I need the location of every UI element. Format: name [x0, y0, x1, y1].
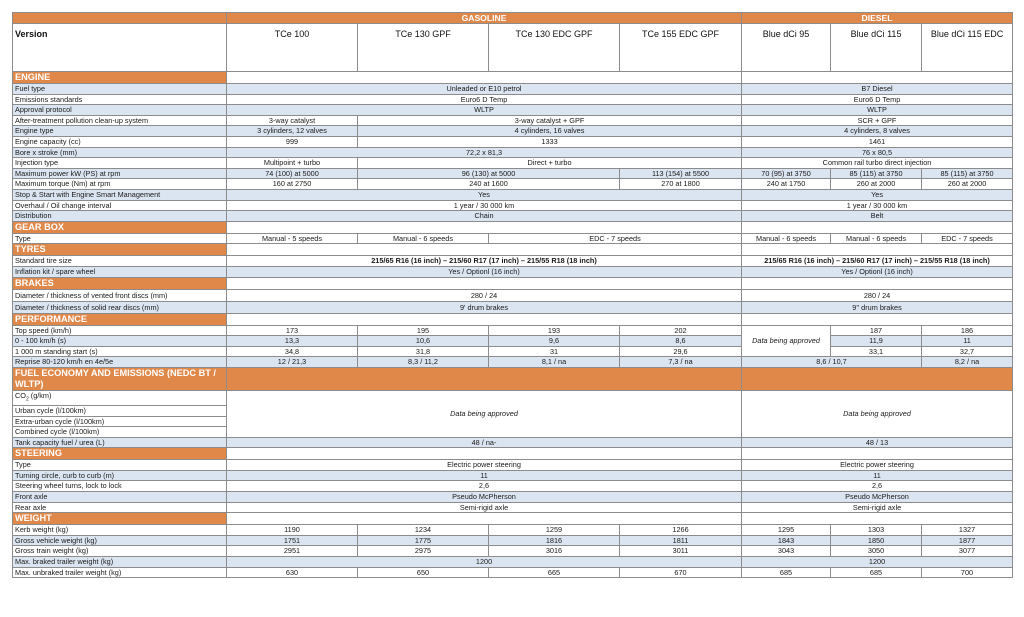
row-label: Fuel type [13, 84, 227, 95]
diesel-approving-note: Data being approved [742, 390, 1013, 437]
tce100-value: Multipoint + turbo [227, 158, 358, 169]
dci95-value: 240 at 1750 [742, 179, 831, 190]
diesel-value: WLTP [742, 105, 1013, 116]
dci95-approving-note: Data being approved [742, 325, 831, 357]
diesel-header: DIESEL [742, 13, 1013, 24]
gasoline-value: 11 [227, 470, 742, 481]
tce155-value: 1811 [620, 535, 742, 546]
row-label: Front axle [13, 492, 227, 503]
section-title: FUEL ECONOMY AND EMISSIONS (NEDC BT / WLTP) [13, 367, 227, 390]
table-row [13, 546, 1013, 557]
gasoline-value: Electric power steering [227, 460, 742, 471]
section-title: GEAR BOX [13, 221, 227, 233]
model-dci115-edc: Blue dCi 115 EDC [922, 24, 1013, 72]
tce130edc-value: 8,1 / na [489, 357, 620, 368]
gasoline-value: 9' drum brakes [227, 301, 742, 313]
dci115edc-value: 11 [922, 336, 1013, 347]
row-label: Injection type [13, 158, 227, 169]
section-title: TYRES [13, 244, 227, 256]
dci115edc-value: 3077 [922, 546, 1013, 557]
dci115-value: 11,9 [831, 336, 922, 347]
tce130-value: 2975 [358, 546, 489, 557]
row-label: After-treatment pollution clean-up system [13, 115, 227, 126]
dci115edc-value: EDC - 7 speeds [922, 233, 1013, 244]
tce155-value: 202 [620, 325, 742, 336]
diesel-value: Electric power steering [742, 460, 1013, 471]
table-row [13, 136, 1013, 147]
dci95-value: 1843 [742, 535, 831, 546]
table-row [13, 233, 1013, 244]
table-row [13, 567, 1013, 578]
tce130-value: 31,8 [358, 346, 489, 357]
section-brakes [13, 277, 1013, 289]
diesel-value: 1461 [742, 136, 1013, 147]
tce100-value: Manual - 5 speeds [227, 233, 358, 244]
table-row [13, 535, 1013, 546]
table-row [13, 105, 1013, 116]
co2-label-sub: 2 [25, 396, 29, 403]
blank-cell [227, 313, 742, 325]
dci115-value: 685 [831, 567, 922, 578]
row-label: Extra-urban cycle (l/100km) [13, 416, 227, 427]
tce100-value: 3 cylinders, 12 valves [227, 126, 358, 137]
diesel-value: 76 x 80,5 [742, 147, 1013, 158]
gasoline-value: 1 year / 30 000 km [227, 200, 742, 211]
table-row [13, 525, 1013, 536]
tce130edc-value: 9,6 [489, 336, 620, 347]
fuel-group-header-row [13, 13, 1013, 24]
tce130edc-value: 31 [489, 346, 620, 357]
table-row [13, 289, 1013, 301]
diesel-value: Yes [742, 189, 1013, 200]
gasoline-value: WLTP [227, 105, 742, 116]
row-label: Kerb weight (kg) [13, 525, 227, 536]
gasoline-approving-note: Data being approved [227, 390, 742, 437]
dci115-value: 3050 [831, 546, 922, 557]
dci115-value: Manual - 6 speeds [831, 233, 922, 244]
gasoline-value: Chain [227, 211, 742, 222]
section-performance [13, 313, 1013, 325]
table-row [13, 94, 1013, 105]
section-steering [13, 448, 1013, 460]
tce155-value: 270 at 1800 [620, 179, 742, 190]
tce155-value: 1266 [620, 525, 742, 536]
row-label: Overhaul / Oil change interval [13, 200, 227, 211]
table-row [13, 256, 1013, 267]
section-tyres [13, 244, 1013, 256]
dci115-value: 33,1 [831, 346, 922, 357]
row-label: Stop & Start with Engine Smart Management [13, 189, 227, 200]
tce100-value: 34,8 [227, 346, 358, 357]
row-label: Combined cycle (l/100km) [13, 427, 227, 438]
table-row [13, 336, 1013, 347]
section-title: STEERING [13, 448, 227, 460]
blank-cell [227, 513, 742, 525]
row-label: Maximum power kW (PS) at rpm [13, 168, 227, 179]
blank-cell [227, 448, 742, 460]
row-label: Max. braked trailer weight (kg) [13, 557, 227, 568]
row-label: Type [13, 460, 227, 471]
table-row [13, 470, 1013, 481]
dci115edc-value: 85 (115) at 3750 [922, 168, 1013, 179]
tce155-value: 670 [620, 567, 742, 578]
table-row [13, 301, 1013, 313]
blank-cell [227, 244, 742, 256]
tce155-value: 3011 [620, 546, 742, 557]
row-label-co2 [13, 390, 227, 405]
tce155-value: 8,6 [620, 336, 742, 347]
tce100-value: 630 [227, 567, 358, 578]
model-tce100: TCe 100 [227, 24, 358, 72]
tce130-value: 650 [358, 567, 489, 578]
gasoline-value: Unleaded or E10 petrol [227, 84, 742, 95]
tce100-value: 13,3 [227, 336, 358, 347]
version-label: Version [13, 24, 227, 72]
row-label: Urban cycle (l/100km) [13, 405, 227, 416]
co2-label-tail: (g/km) [28, 390, 52, 400]
table-row [13, 158, 1013, 169]
blank-cell [742, 313, 1013, 325]
tce100-value: 2951 [227, 546, 358, 557]
row-label: 0 - 100 km/h (s) [13, 336, 227, 347]
section-band [227, 367, 742, 390]
section-title: PERFORMANCE [13, 313, 227, 325]
diesel-value: 2,6 [742, 481, 1013, 492]
table-row [13, 390, 1013, 405]
row-label: Standard tire size [13, 256, 227, 267]
tce100-value: 1751 [227, 535, 358, 546]
spec-table [12, 12, 1013, 578]
row-label: Max. unbraked trailer weight (kg) [13, 567, 227, 578]
row-label: Type [13, 233, 227, 244]
table-row [13, 147, 1013, 158]
dci115-value: 260 at 2000 [831, 179, 922, 190]
dci115edc-value: 1877 [922, 535, 1013, 546]
model-tce155-edc-gpf: TCe 155 EDC GPF [620, 24, 742, 72]
blank-cell [742, 244, 1013, 256]
gasoline-value: Pseudo McPherson [227, 492, 742, 503]
diesel-value: 9'' drum brakes [742, 301, 1013, 313]
section-weight [13, 513, 1013, 525]
tce130edc-value: 665 [489, 567, 620, 578]
gasoline-value: 1200 [227, 557, 742, 568]
dci115edc-value: 32,7 [922, 346, 1013, 357]
table-row [13, 460, 1013, 471]
diesel-value: Pseudo McPherson [742, 492, 1013, 503]
tce130-value: 10,6 [358, 336, 489, 347]
section-band [742, 367, 1013, 390]
dci115edc-value: 8,2 / na [922, 357, 1013, 368]
row-label: Steering wheel turns, lock to lock [13, 481, 227, 492]
dci95-value: Manual - 6 speeds [742, 233, 831, 244]
gasoline-value: 48 / na- [227, 437, 742, 448]
blank-cell [742, 448, 1013, 460]
model-tce130-gpf: TCe 130 GPF [358, 24, 489, 72]
blank-cell [227, 72, 742, 84]
diesel-value: 215/65 R16 (16 inch) – 215/60 R17 (17 inch) – 215/55 R18 (18 inch) [742, 256, 1013, 267]
tce155-value: 29,6 [620, 346, 742, 357]
table-row [13, 492, 1013, 503]
table-row [13, 189, 1013, 200]
gasoline-value: 280 / 24 [227, 289, 742, 301]
row-label: Maximum torque (Nm) at rpm [13, 179, 227, 190]
blank-cell [742, 513, 1013, 525]
row-label: Turning circle, curb to curb (m) [13, 470, 227, 481]
row-label: Engine type [13, 126, 227, 137]
dci115edc-value: 260 at 2000 [922, 179, 1013, 190]
dci115-value: 1303 [831, 525, 922, 536]
tce100-value: 74 (100) at 5000 [227, 168, 358, 179]
table-row [13, 437, 1013, 448]
gasoline-value: Yes / Optionl (16 inch) [227, 266, 742, 277]
row-label: Diameter / thickness of solid rear discs (mm) [13, 301, 227, 313]
gasoline-value: Euro6 D Temp [227, 94, 742, 105]
gasoline-value: 3-way catalyst + GPF [358, 115, 742, 126]
version-row [13, 24, 1013, 72]
tce130-value: 8,3 / 11,2 [358, 357, 489, 368]
diesel-value: 48 / 13 [742, 437, 1013, 448]
tce130edc-value: 3016 [489, 546, 620, 557]
table-row [13, 266, 1013, 277]
diesel-value: Euro6 D Temp [742, 94, 1013, 105]
dci-value: 8,6 / 10,7 [742, 357, 922, 368]
gasoline-value: 215/65 R16 (16 inch) – 215/60 R17 (17 inch) – 215/55 R18 (18 inch) [227, 256, 742, 267]
diesel-value: 1200 [742, 557, 1013, 568]
blank-cell [227, 221, 742, 233]
blank-cell [742, 221, 1013, 233]
diesel-value: Belt [742, 211, 1013, 222]
tce130-value: Manual - 6 speeds [358, 233, 489, 244]
row-label: Top speed (km/h) [13, 325, 227, 336]
tce130edc-value: 1816 [489, 535, 620, 546]
tce130edc-value: 193 [489, 325, 620, 336]
row-label: Inflation kit / spare wheel [13, 266, 227, 277]
dci95-value: 3043 [742, 546, 831, 557]
dci115edc-value: 1327 [922, 525, 1013, 536]
blank-cell [13, 13, 227, 24]
tce100-value: 12 / 21,3 [227, 357, 358, 368]
table-row [13, 126, 1013, 137]
diesel-value: B7 Diesel [742, 84, 1013, 95]
diesel-value: Semi-rigid axle [742, 502, 1013, 513]
gasoline-value: Direct + turbo [358, 158, 742, 169]
tce130-value: 1234 [358, 525, 489, 536]
dci115-value: 85 (115) at 3750 [831, 168, 922, 179]
gasoline-value: Semi-rigid axle [227, 502, 742, 513]
tce100-value: 160 at 2750 [227, 179, 358, 190]
section-title: BRAKES [13, 277, 227, 289]
row-label: Engine capacity (cc) [13, 136, 227, 147]
dci115-value: 187 [831, 325, 922, 336]
table-row [13, 115, 1013, 126]
edc-value: EDC - 7 speeds [489, 233, 742, 244]
row-label: Diameter / thickness of vented front discs (mm) [13, 289, 227, 301]
tce155-value: 7,3 / na [620, 357, 742, 368]
tce130-value: 96 (130) at 5000 [358, 168, 620, 179]
table-row [13, 325, 1013, 336]
gasoline-value: Yes [227, 189, 742, 200]
diesel-value: 11 [742, 470, 1013, 481]
diesel-value: 280 / 24 [742, 289, 1013, 301]
row-label: Rear axle [13, 502, 227, 513]
tce130-value: 1775 [358, 535, 489, 546]
section-title: ENGINE [13, 72, 227, 84]
row-label: 1 000 m standing start (s) [13, 346, 227, 357]
tce130edc-value: 1259 [489, 525, 620, 536]
section-fuel-economy [13, 367, 1013, 390]
diesel-value: Common rail turbo direct injection [742, 158, 1013, 169]
tce130-value: 240 at 1600 [358, 179, 620, 190]
dci115edc-value: 700 [922, 567, 1013, 578]
row-label: Reprise 80-120 km/h en 4e/5e [13, 357, 227, 368]
table-row [13, 168, 1013, 179]
tce130-value: 195 [358, 325, 489, 336]
row-label: Approval protocol [13, 105, 227, 116]
row-label: Gross train weight (kg) [13, 546, 227, 557]
dci95-value: 1295 [742, 525, 831, 536]
gasoline-value: 4 cylinders, 16 valves [358, 126, 742, 137]
row-label: Tank capacity fuel / urea (L) [13, 437, 227, 448]
row-label: Gross vehicle weight (kg) [13, 535, 227, 546]
table-row [13, 346, 1013, 357]
dci95-value: 685 [742, 567, 831, 578]
gasoline-value: 72,2 x 81,3 [227, 147, 742, 158]
table-row [13, 200, 1013, 211]
table-row [13, 481, 1013, 492]
gasoline-value: 2,6 [227, 481, 742, 492]
section-title: WEIGHT [13, 513, 227, 525]
table-row [13, 179, 1013, 190]
table-row [13, 211, 1013, 222]
dci115-value: 1850 [831, 535, 922, 546]
table-row [13, 557, 1013, 568]
table-row [13, 84, 1013, 95]
diesel-value: SCR + GPF [742, 115, 1013, 126]
model-dci115: Blue dCi 115 [831, 24, 922, 72]
tce100-value: 3-way catalyst [227, 115, 358, 126]
row-label: Bore x stroke (mm) [13, 147, 227, 158]
diesel-value: 1 year / 30 000 km [742, 200, 1013, 211]
tce155-value: 113 (154) at 5500 [620, 168, 742, 179]
model-tce130-edc-gpf: TCe 130 EDC GPF [489, 24, 620, 72]
section-gearbox [13, 221, 1013, 233]
row-label: Distribution [13, 211, 227, 222]
gasoline-header: GASOLINE [227, 13, 742, 24]
diesel-value: 4 cylinders, 8 valves [742, 126, 1013, 137]
tce100-value: 999 [227, 136, 358, 147]
diesel-value: Yes / Optionl (16 inch) [742, 266, 1013, 277]
tce100-value: 1190 [227, 525, 358, 536]
table-row [13, 502, 1013, 513]
gasoline-value: 1333 [358, 136, 742, 147]
blank-cell [742, 277, 1013, 289]
section-engine [13, 72, 1013, 84]
blank-cell [742, 72, 1013, 84]
tce100-value: 173 [227, 325, 358, 336]
co2-label-main: CO [15, 390, 26, 400]
row-label: Emissions standards [13, 94, 227, 105]
table-row [13, 357, 1013, 368]
dci95-value: 70 (95) at 3750 [742, 168, 831, 179]
blank-cell [227, 277, 742, 289]
model-dci95: Blue dCi 95 [742, 24, 831, 72]
dci115edc-value: 186 [922, 325, 1013, 336]
